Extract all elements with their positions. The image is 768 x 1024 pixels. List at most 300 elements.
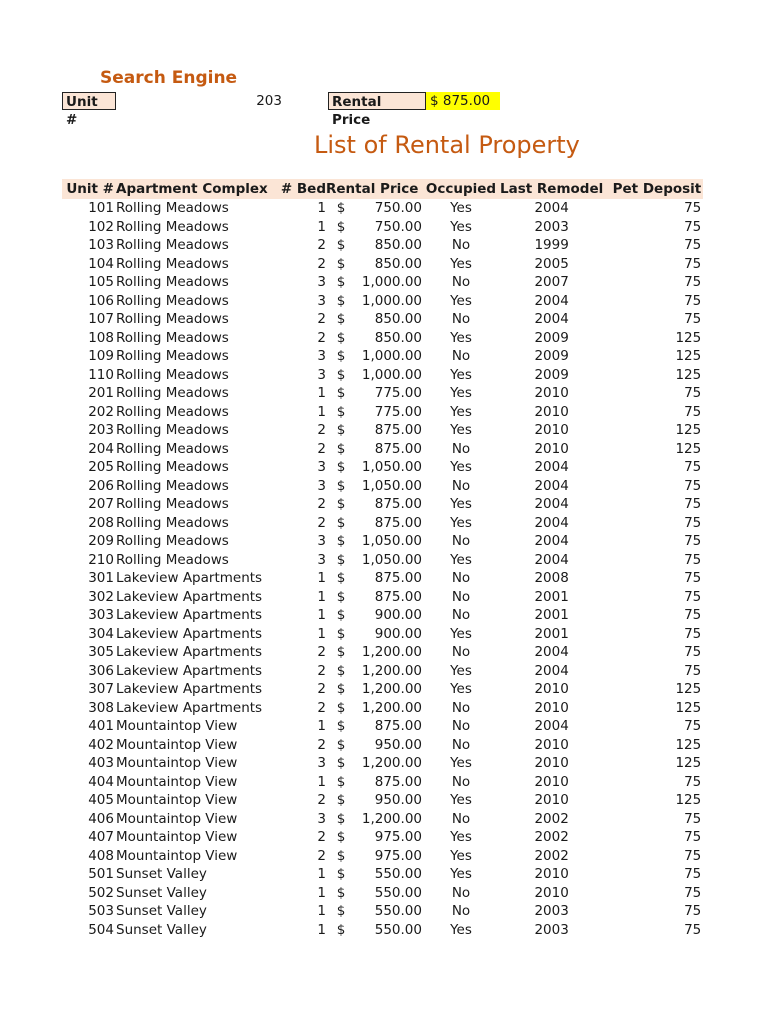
price-cell: 750.00 bbox=[374, 200, 422, 217]
currency-symbol: $ bbox=[336, 755, 346, 772]
occupied-cell: No bbox=[451, 274, 471, 291]
occupied-cell: No bbox=[451, 348, 471, 365]
remodel-cell: 2003 bbox=[534, 218, 569, 235]
table-row bbox=[62, 366, 703, 385]
table-row bbox=[62, 347, 703, 366]
currency-symbol: $ bbox=[336, 551, 346, 568]
table-row bbox=[62, 199, 703, 218]
column-header-rental-price: Rental Price bbox=[326, 179, 422, 199]
bed-cell: 1 bbox=[317, 403, 326, 420]
unit-cell: 305 bbox=[88, 644, 114, 661]
bed-cell: 1 bbox=[317, 884, 326, 901]
unit-cell: 105 bbox=[88, 274, 114, 291]
remodel-cell: 2010 bbox=[534, 422, 569, 439]
pet-deposit-cell: 125 bbox=[675, 329, 702, 346]
currency-symbol: $ bbox=[336, 718, 346, 735]
bed-cell: 3 bbox=[317, 292, 326, 309]
occupied-cell: Yes bbox=[450, 496, 472, 513]
table-row bbox=[62, 643, 703, 662]
currency-symbol: $ bbox=[336, 625, 346, 642]
pet-deposit-cell: 125 bbox=[675, 699, 702, 716]
complex-cell: Rolling Meadows bbox=[116, 366, 229, 383]
price-cell: 875.00 bbox=[374, 440, 422, 457]
remodel-cell: 2002 bbox=[534, 810, 569, 827]
complex-cell: Lakeview Apartments bbox=[116, 607, 263, 624]
bed-cell: 2 bbox=[317, 847, 326, 864]
bed-cell: 1 bbox=[317, 385, 326, 402]
pet-deposit-cell: 75 bbox=[684, 274, 702, 291]
currency-symbol: $ bbox=[336, 237, 346, 254]
price-cell: 975.00 bbox=[374, 829, 422, 846]
currency-symbol: $ bbox=[336, 810, 346, 827]
complex-cell: Rolling Meadows bbox=[116, 292, 229, 309]
remodel-cell: 2005 bbox=[534, 255, 569, 272]
pet-deposit-cell: 75 bbox=[684, 847, 702, 864]
currency-symbol: $ bbox=[336, 792, 346, 809]
occupied-cell: Yes bbox=[450, 662, 472, 679]
price-cell: 1,200.00 bbox=[361, 681, 422, 698]
currency-symbol: $ bbox=[336, 699, 346, 716]
pet-deposit-cell: 75 bbox=[684, 385, 702, 402]
currency-symbol: $ bbox=[336, 200, 346, 217]
currency-symbol: $ bbox=[336, 681, 346, 698]
remodel-cell: 2001 bbox=[534, 607, 569, 624]
column-header-occupied: Occupied bbox=[422, 179, 500, 199]
price-cell: 1,200.00 bbox=[361, 662, 422, 679]
bed-cell: 1 bbox=[317, 718, 326, 735]
unit-search-input[interactable]: 203 bbox=[256, 93, 282, 109]
pet-deposit-cell: 75 bbox=[684, 662, 702, 679]
unit-cell: 103 bbox=[88, 237, 114, 254]
complex-cell: Lakeview Apartments bbox=[116, 570, 263, 587]
table-row bbox=[62, 551, 703, 570]
unit-cell: 304 bbox=[88, 625, 114, 642]
currency-symbol: $ bbox=[336, 829, 346, 846]
price-cell: 1,000.00 bbox=[361, 274, 422, 291]
remodel-cell: 2004 bbox=[534, 496, 569, 513]
column-header-pet-deposit: Pet Deposit bbox=[603, 179, 703, 199]
price-cell: 1,200.00 bbox=[361, 699, 422, 716]
pet-deposit-cell: 75 bbox=[684, 718, 702, 735]
complex-cell: Rolling Meadows bbox=[116, 422, 229, 439]
pet-deposit-cell: 75 bbox=[684, 514, 702, 531]
unit-cell: 101 bbox=[88, 200, 114, 217]
complex-cell: Rolling Meadows bbox=[116, 274, 229, 291]
price-cell: 850.00 bbox=[374, 255, 422, 272]
occupied-cell: No bbox=[451, 607, 471, 624]
pet-deposit-cell: 75 bbox=[684, 533, 702, 550]
currency-symbol: $ bbox=[336, 403, 346, 420]
currency-symbol: $ bbox=[336, 847, 346, 864]
price-cell: 850.00 bbox=[374, 311, 422, 328]
unit-cell: 406 bbox=[88, 810, 114, 827]
bed-cell: 1 bbox=[317, 866, 326, 883]
currency-symbol: $ bbox=[336, 662, 346, 679]
unit-cell: 303 bbox=[88, 607, 114, 624]
currency-symbol: $ bbox=[336, 385, 346, 402]
column-header-unit: Unit # bbox=[62, 179, 116, 199]
price-cell: 900.00 bbox=[374, 625, 422, 642]
price-cell: 950.00 bbox=[374, 792, 422, 809]
pet-deposit-cell: 75 bbox=[684, 866, 702, 883]
unit-cell: 307 bbox=[88, 681, 114, 698]
pet-deposit-cell: 125 bbox=[675, 681, 702, 698]
pet-deposit-cell: 75 bbox=[684, 496, 702, 513]
remodel-cell: 2004 bbox=[534, 533, 569, 550]
complex-cell: Rolling Meadows bbox=[116, 459, 229, 476]
complex-cell: Rolling Meadows bbox=[116, 385, 229, 402]
bed-cell: 2 bbox=[317, 237, 326, 254]
unit-cell: 209 bbox=[88, 533, 114, 550]
table-row bbox=[62, 495, 703, 514]
table-row bbox=[62, 791, 703, 810]
currency-symbol: $ bbox=[336, 329, 346, 346]
occupied-cell: No bbox=[451, 237, 471, 254]
bed-cell: 2 bbox=[317, 496, 326, 513]
table-row bbox=[62, 828, 703, 847]
price-cell: 1,200.00 bbox=[361, 810, 422, 827]
occupied-cell: Yes bbox=[450, 218, 472, 235]
remodel-cell: 2010 bbox=[534, 736, 569, 753]
complex-cell: Rolling Meadows bbox=[116, 514, 229, 531]
complex-cell: Rolling Meadows bbox=[116, 218, 229, 235]
bed-cell: 3 bbox=[317, 366, 326, 383]
complex-cell: Mountaintop View bbox=[116, 829, 238, 846]
occupied-cell: Yes bbox=[450, 255, 472, 272]
complex-cell: Sunset Valley bbox=[116, 866, 207, 883]
unit-cell: 203 bbox=[88, 422, 114, 439]
price-cell: 1,050.00 bbox=[361, 533, 422, 550]
remodel-cell: 2002 bbox=[534, 829, 569, 846]
remodel-cell: 2010 bbox=[534, 440, 569, 457]
currency-symbol: $ bbox=[336, 884, 346, 901]
complex-cell: Sunset Valley bbox=[116, 903, 207, 920]
complex-cell: Lakeview Apartments bbox=[116, 662, 263, 679]
pet-deposit-cell: 125 bbox=[675, 422, 702, 439]
currency-symbol: $ bbox=[336, 348, 346, 365]
occupied-cell: Yes bbox=[450, 385, 472, 402]
complex-cell: Rolling Meadows bbox=[116, 255, 229, 272]
price-cell: 875.00 bbox=[374, 570, 422, 587]
table-row bbox=[62, 588, 703, 607]
pet-deposit-cell: 125 bbox=[675, 440, 702, 457]
remodel-cell: 2004 bbox=[534, 514, 569, 531]
remodel-cell: 2003 bbox=[534, 921, 569, 938]
price-cell: 1,050.00 bbox=[361, 477, 422, 494]
pet-deposit-cell: 125 bbox=[675, 736, 702, 753]
table-row bbox=[62, 458, 703, 477]
price-cell: 775.00 bbox=[374, 403, 422, 420]
price-cell: 975.00 bbox=[374, 847, 422, 864]
bed-cell: 1 bbox=[317, 607, 326, 624]
unit-cell: 104 bbox=[88, 255, 114, 272]
remodel-cell: 2010 bbox=[534, 385, 569, 402]
complex-cell: Mountaintop View bbox=[116, 773, 238, 790]
complex-cell: Rolling Meadows bbox=[116, 348, 229, 365]
column-header-bed: # Bed bbox=[280, 181, 326, 197]
unit-cell: 407 bbox=[88, 829, 114, 846]
table-row bbox=[62, 699, 703, 718]
price-cell: 950.00 bbox=[374, 736, 422, 753]
remodel-cell: 2009 bbox=[534, 366, 569, 383]
table-row bbox=[62, 625, 703, 644]
price-cell: 875.00 bbox=[374, 496, 422, 513]
bed-cell: 3 bbox=[317, 810, 326, 827]
table-row bbox=[62, 921, 703, 940]
pet-deposit-cell: 75 bbox=[684, 237, 702, 254]
currency-symbol: $ bbox=[336, 533, 346, 550]
complex-cell: Rolling Meadows bbox=[116, 440, 229, 457]
complex-cell: Rolling Meadows bbox=[116, 403, 229, 420]
occupied-cell: Yes bbox=[450, 514, 472, 531]
table-row bbox=[62, 754, 703, 773]
table-row bbox=[62, 292, 703, 311]
occupied-cell: No bbox=[451, 718, 471, 735]
bed-cell: 2 bbox=[317, 829, 326, 846]
occupied-cell: Yes bbox=[450, 366, 472, 383]
currency-symbol: $ bbox=[336, 644, 346, 661]
table-row bbox=[62, 236, 703, 255]
price-cell: 1,000.00 bbox=[361, 292, 422, 309]
occupied-cell: Yes bbox=[450, 625, 472, 642]
unit-cell: 110 bbox=[88, 366, 114, 383]
unit-cell: 109 bbox=[88, 348, 114, 365]
rental-property-table bbox=[62, 179, 703, 939]
unit-cell: 503 bbox=[88, 903, 114, 920]
remodel-cell: 2010 bbox=[534, 866, 569, 883]
table-row bbox=[62, 329, 703, 348]
currency-symbol: $ bbox=[336, 366, 346, 383]
table-row bbox=[62, 218, 703, 237]
currency-symbol: $ bbox=[336, 570, 346, 587]
currency-symbol: $ bbox=[336, 292, 346, 309]
unit-cell: 403 bbox=[88, 755, 114, 772]
occupied-cell: No bbox=[451, 440, 471, 457]
bed-cell: 2 bbox=[317, 681, 326, 698]
complex-cell: Rolling Meadows bbox=[116, 200, 229, 217]
unit-cell: 208 bbox=[88, 514, 114, 531]
currency-symbol: $ bbox=[336, 866, 346, 883]
complex-cell: Lakeview Apartments bbox=[116, 644, 263, 661]
complex-cell: Sunset Valley bbox=[116, 884, 207, 901]
currency-symbol: $ bbox=[336, 903, 346, 920]
table-row bbox=[62, 847, 703, 866]
remodel-cell: 2004 bbox=[534, 200, 569, 217]
occupied-cell: No bbox=[451, 311, 471, 328]
table-row bbox=[62, 403, 703, 422]
pet-deposit-cell: 75 bbox=[684, 459, 702, 476]
occupied-cell: No bbox=[451, 810, 471, 827]
table-row bbox=[62, 810, 703, 829]
price-cell: 1,000.00 bbox=[361, 348, 422, 365]
pet-deposit-cell: 75 bbox=[684, 255, 702, 272]
pet-deposit-cell: 75 bbox=[684, 588, 702, 605]
price-cell: 900.00 bbox=[374, 607, 422, 624]
currency-symbol: $ bbox=[336, 459, 346, 476]
bed-cell: 2 bbox=[317, 514, 326, 531]
occupied-cell: No bbox=[451, 588, 471, 605]
remodel-cell: 2008 bbox=[534, 570, 569, 587]
currency-symbol: $ bbox=[336, 514, 346, 531]
unit-cell: 502 bbox=[88, 884, 114, 901]
remodel-cell: 2010 bbox=[534, 699, 569, 716]
pet-deposit-cell: 75 bbox=[684, 903, 702, 920]
remodel-cell: 2009 bbox=[534, 348, 569, 365]
table-row bbox=[62, 606, 703, 625]
price-cell: 550.00 bbox=[374, 884, 422, 901]
bed-cell: 3 bbox=[317, 533, 326, 550]
unit-cell: 107 bbox=[88, 311, 114, 328]
unit-cell: 405 bbox=[88, 792, 114, 809]
complex-cell: Mountaintop View bbox=[116, 847, 238, 864]
price-cell: 1,000.00 bbox=[361, 366, 422, 383]
price-cell: 750.00 bbox=[374, 218, 422, 235]
table-row bbox=[62, 384, 703, 403]
table-row bbox=[62, 310, 703, 329]
pet-deposit-cell: 75 bbox=[684, 644, 702, 661]
bed-cell: 2 bbox=[317, 699, 326, 716]
remodel-cell: 2010 bbox=[534, 403, 569, 420]
price-cell: 875.00 bbox=[374, 773, 422, 790]
occupied-cell: Yes bbox=[450, 829, 472, 846]
price-cell: 875.00 bbox=[374, 718, 422, 735]
table-row bbox=[62, 717, 703, 736]
price-cell: 875.00 bbox=[374, 422, 422, 439]
currency-symbol: $ bbox=[336, 588, 346, 605]
pet-deposit-cell: 75 bbox=[684, 773, 702, 790]
unit-cell: 201 bbox=[88, 385, 114, 402]
unit-label: Unit # bbox=[62, 92, 116, 110]
rental-price-label: Rental Price bbox=[328, 92, 426, 110]
currency-symbol: $ bbox=[336, 274, 346, 291]
remodel-cell: 2007 bbox=[534, 274, 569, 291]
remodel-cell: 2002 bbox=[534, 847, 569, 864]
search-engine-title: Search Engine bbox=[100, 68, 238, 88]
unit-cell: 308 bbox=[88, 699, 114, 716]
price-cell: 875.00 bbox=[374, 514, 422, 531]
unit-cell: 408 bbox=[88, 847, 114, 864]
occupied-cell: Yes bbox=[450, 200, 472, 217]
occupied-cell: No bbox=[451, 477, 471, 494]
table-row bbox=[62, 532, 703, 551]
complex-cell: Mountaintop View bbox=[116, 718, 238, 735]
price-cell: 875.00 bbox=[374, 588, 422, 605]
currency-symbol: $ bbox=[336, 440, 346, 457]
unit-cell: 504 bbox=[88, 921, 114, 938]
currency-symbol: $ bbox=[336, 422, 346, 439]
table-row bbox=[62, 680, 703, 699]
pet-deposit-cell: 75 bbox=[684, 477, 702, 494]
occupied-cell: No bbox=[451, 736, 471, 753]
currency-symbol: $ bbox=[336, 921, 346, 938]
remodel-cell: 2004 bbox=[534, 311, 569, 328]
table-row bbox=[62, 440, 703, 459]
unit-cell: 202 bbox=[88, 403, 114, 420]
unit-cell: 301 bbox=[88, 570, 114, 587]
remodel-cell: 2001 bbox=[534, 625, 569, 642]
bed-cell: 2 bbox=[317, 736, 326, 753]
pet-deposit-cell: 125 bbox=[675, 366, 702, 383]
unit-cell: 404 bbox=[88, 773, 114, 790]
occupied-cell: No bbox=[451, 699, 471, 716]
remodel-cell: 2004 bbox=[534, 551, 569, 568]
remodel-cell: 2004 bbox=[534, 292, 569, 309]
table-header-row bbox=[62, 179, 703, 199]
pet-deposit-cell: 75 bbox=[684, 810, 702, 827]
unit-cell: 501 bbox=[88, 866, 114, 883]
pet-deposit-cell: 75 bbox=[684, 607, 702, 624]
complex-cell: Rolling Meadows bbox=[116, 237, 229, 254]
bed-cell: 2 bbox=[317, 644, 326, 661]
table-row bbox=[62, 662, 703, 681]
unit-cell: 106 bbox=[88, 292, 114, 309]
price-cell: 1,050.00 bbox=[361, 551, 422, 568]
remodel-cell: 2010 bbox=[534, 792, 569, 809]
remodel-cell: 2004 bbox=[534, 459, 569, 476]
occupied-cell: No bbox=[451, 533, 471, 550]
occupied-cell: Yes bbox=[450, 459, 472, 476]
rental-price-result: $ 875.00 bbox=[426, 92, 500, 110]
column-header-complex: Apartment Complex bbox=[116, 179, 280, 199]
unit-cell: 108 bbox=[88, 329, 114, 346]
table-row bbox=[62, 421, 703, 440]
pet-deposit-cell: 125 bbox=[675, 792, 702, 809]
price-cell: 550.00 bbox=[374, 866, 422, 883]
complex-cell: Mountaintop View bbox=[116, 810, 238, 827]
occupied-cell: Yes bbox=[450, 403, 472, 420]
table-row bbox=[62, 273, 703, 292]
table-row bbox=[62, 569, 703, 588]
currency-symbol: $ bbox=[336, 736, 346, 753]
price-cell: 550.00 bbox=[374, 903, 422, 920]
occupied-cell: No bbox=[451, 903, 471, 920]
complex-cell: Mountaintop View bbox=[116, 755, 238, 772]
occupied-cell: Yes bbox=[450, 681, 472, 698]
unit-cell: 206 bbox=[88, 477, 114, 494]
bed-cell: 1 bbox=[317, 903, 326, 920]
currency-symbol: $ bbox=[336, 773, 346, 790]
bed-cell: 1 bbox=[317, 570, 326, 587]
remodel-cell: 2009 bbox=[534, 329, 569, 346]
currency-symbol: $ bbox=[336, 218, 346, 235]
price-cell: 550.00 bbox=[374, 921, 422, 938]
occupied-cell: No bbox=[451, 570, 471, 587]
bed-cell: 2 bbox=[317, 792, 326, 809]
remodel-cell: 2004 bbox=[534, 662, 569, 679]
bed-cell: 3 bbox=[317, 459, 326, 476]
complex-cell: Rolling Meadows bbox=[116, 477, 229, 494]
complex-cell: Lakeview Apartments bbox=[116, 699, 263, 716]
unit-cell: 210 bbox=[88, 551, 114, 568]
remodel-cell: 2003 bbox=[534, 903, 569, 920]
bed-cell: 2 bbox=[317, 662, 326, 679]
currency-symbol: $ bbox=[336, 477, 346, 494]
bed-cell: 3 bbox=[317, 477, 326, 494]
price-cell: 1,200.00 bbox=[361, 644, 422, 661]
pet-deposit-cell: 75 bbox=[684, 551, 702, 568]
bed-cell: 1 bbox=[317, 218, 326, 235]
bed-cell: 3 bbox=[317, 274, 326, 291]
bed-cell: 3 bbox=[317, 755, 326, 772]
complex-cell: Rolling Meadows bbox=[116, 311, 229, 328]
table-row bbox=[62, 884, 703, 903]
bed-cell: 2 bbox=[317, 329, 326, 346]
unit-cell: 102 bbox=[88, 218, 114, 235]
price-cell: 1,200.00 bbox=[361, 755, 422, 772]
complex-cell: Lakeview Apartments bbox=[116, 625, 263, 642]
pet-deposit-cell: 75 bbox=[684, 884, 702, 901]
price-cell: 775.00 bbox=[374, 385, 422, 402]
